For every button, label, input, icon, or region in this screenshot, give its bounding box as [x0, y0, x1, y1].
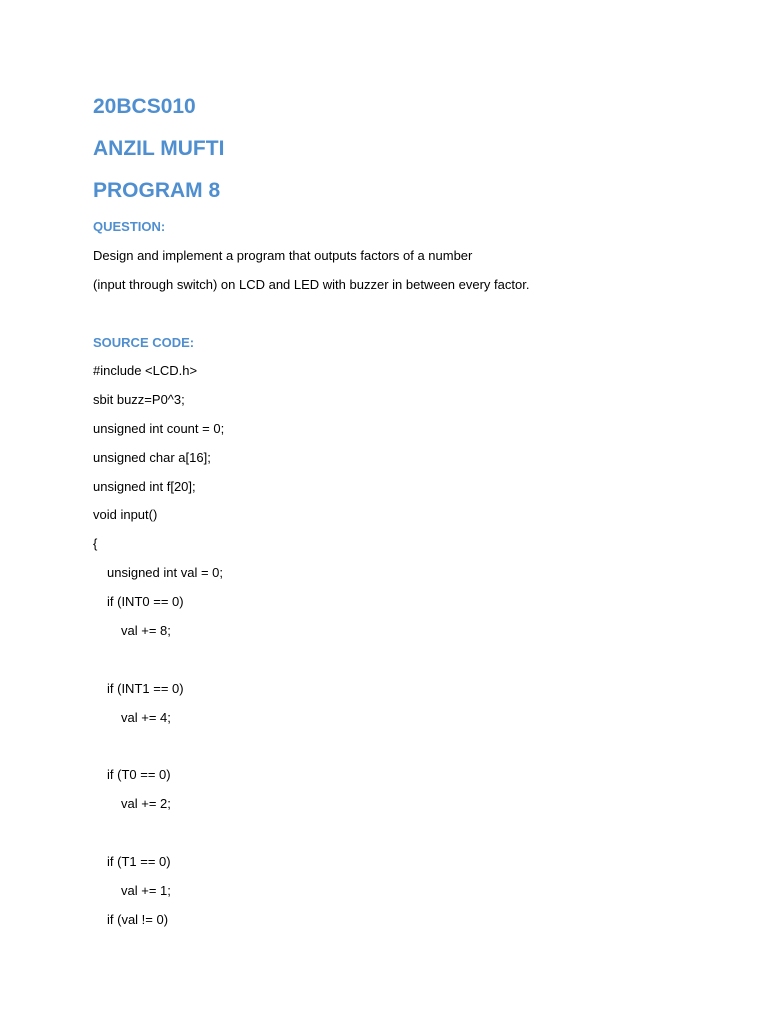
- question-label: QUESTION:: [93, 219, 166, 234]
- code-line: unsigned char a[16];: [93, 449, 211, 465]
- code-line: val += 4;: [121, 709, 171, 725]
- source-code-block: [93, 357, 733, 935]
- code-line-blank: [93, 733, 733, 762]
- question-line: (input through switch) on LCD and LED with buzzer in between every factor.: [93, 277, 530, 292]
- roll-number-heading: 20BCS010: [93, 95, 196, 118]
- student-name-heading: ANZIL MUFTI: [93, 137, 225, 160]
- code-line: if (val != 0): [107, 911, 169, 927]
- document-body: [93, 86, 733, 935]
- code-line: sbit buzz=P0^3;: [93, 391, 185, 407]
- blank-line: [93, 299, 733, 328]
- code-line: unsigned int f[20];: [93, 478, 196, 494]
- code-line: if (T1 == 0): [107, 854, 171, 870]
- code-line-blank: [93, 646, 733, 675]
- question-line: Design and implement a program that outputs factors of a number: [93, 248, 473, 263]
- code-line: void input(): [93, 507, 158, 523]
- code-line: unsigned int count = 0;: [93, 420, 225, 436]
- code-line: if (T0 == 0): [107, 767, 171, 783]
- source-code-label: SOURCE CODE:: [93, 335, 195, 350]
- code-line: val += 1;: [121, 883, 171, 899]
- code-line: unsigned int val = 0;: [107, 565, 223, 581]
- code-line: if (INT1 == 0): [107, 680, 184, 696]
- code-line: val += 2;: [121, 796, 171, 812]
- code-line: {: [93, 536, 98, 552]
- code-line: val += 8;: [121, 623, 171, 639]
- program-title-heading: PROGRAM 8: [93, 179, 221, 202]
- code-line: if (INT0 == 0): [107, 594, 184, 610]
- code-line-blank: [93, 819, 733, 848]
- code-line: #include <LCD.h>: [93, 363, 198, 378]
